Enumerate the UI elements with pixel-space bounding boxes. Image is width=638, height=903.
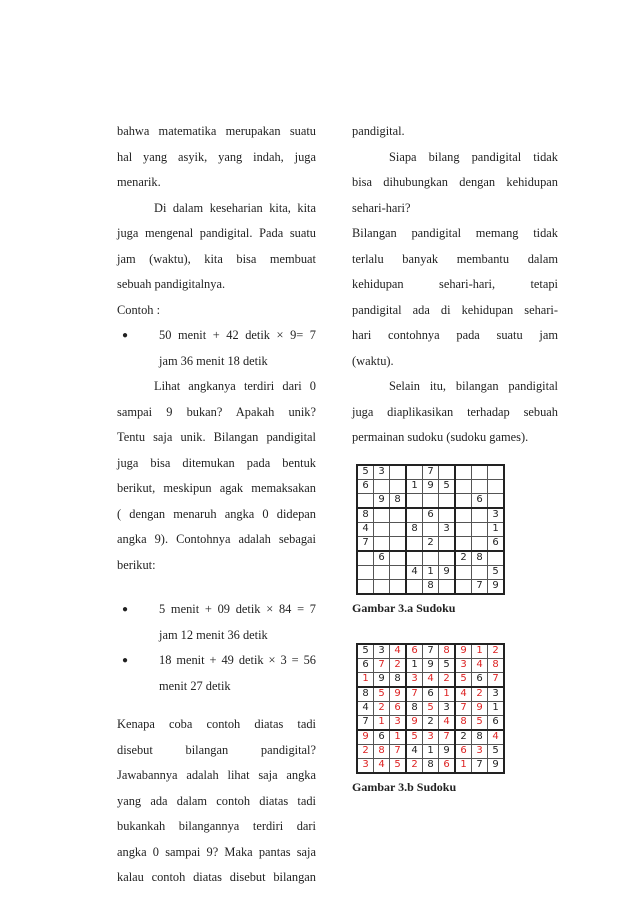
- text-line: berikut:: [117, 557, 156, 572]
- sudoku-cell: 9: [488, 579, 505, 594]
- sudoku-cell: [455, 565, 472, 579]
- sudoku-cell: [455, 508, 472, 523]
- sudoku-cell: [406, 536, 423, 551]
- sudoku-cell: [439, 579, 456, 594]
- text-line: Selain itu, bilangan pandigital: [389, 379, 558, 393]
- sudoku-cell: 3: [472, 744, 488, 758]
- sudoku-cell: 4: [439, 715, 456, 730]
- sudoku-row: [357, 672, 504, 687]
- sudoku-cell: 8: [423, 579, 439, 594]
- sudoku-cell: 5: [374, 687, 390, 702]
- bullet-item-3: [117, 648, 316, 699]
- text-line: hari contohnya pada suatu jam: [352, 328, 558, 342]
- sudoku-cell: 3: [406, 672, 423, 687]
- sudoku-cell: 1: [390, 730, 407, 745]
- sudoku-cell: 7: [357, 536, 374, 551]
- sudoku-cell: [406, 508, 423, 523]
- text-line: kehidupan sehari-hari, tetapi: [352, 277, 558, 291]
- sudoku-cell: 3: [374, 644, 390, 659]
- sudoku-cell: [455, 522, 472, 536]
- sudoku-cell: 8: [390, 672, 407, 687]
- sudoku-row: [357, 687, 504, 702]
- text-line: disebut bilangan pandigital?: [117, 742, 316, 757]
- sudoku-cell: 1: [455, 758, 472, 773]
- sudoku-cell: [455, 479, 472, 493]
- sudoku-row: [357, 715, 504, 730]
- sudoku-cell: 5: [488, 744, 505, 758]
- sudoku-cell: [390, 508, 407, 523]
- sudoku-cell: 7: [423, 465, 439, 480]
- text-line: pandigital ada di kehidupan sehari-: [352, 302, 558, 317]
- sudoku-cell: [488, 465, 505, 480]
- sudoku-cell: 5: [390, 758, 407, 773]
- sudoku-cell: [439, 551, 456, 566]
- sudoku-row: [357, 536, 504, 551]
- sudoku-cell: [455, 493, 472, 508]
- sudoku-cell: 7: [455, 701, 472, 715]
- text-line: yang ada dalam contoh diatas tadi: [117, 793, 316, 808]
- text-line: juga diaplikasikan terhadap sebuah: [352, 404, 558, 419]
- paragraph-4: [117, 712, 316, 891]
- sudoku-cell: [390, 536, 407, 551]
- text-line: menarik.: [117, 175, 161, 189]
- sudoku-cell: 6: [488, 536, 505, 551]
- text-line: jam (waktu), kita bisa membuat: [117, 251, 316, 266]
- sudoku-cell: 2: [406, 758, 423, 773]
- sudoku-cell: 6: [423, 687, 439, 702]
- sudoku-cell: 1: [423, 565, 439, 579]
- sudoku-cell: [423, 493, 439, 508]
- sudoku-cell: 3: [390, 715, 407, 730]
- text-line: sehari-hari?: [352, 200, 411, 215]
- sudoku-cell: 5: [357, 465, 374, 480]
- sudoku-cell: 4: [423, 672, 439, 687]
- sudoku-cell: [406, 551, 423, 566]
- sudoku-cell: [390, 565, 407, 579]
- sudoku-cell: 9: [423, 658, 439, 672]
- sudoku-cell: [472, 522, 488, 536]
- text-line: (waktu).: [352, 353, 394, 368]
- sudoku-cell: 6: [390, 701, 407, 715]
- sudoku-cell: 8: [472, 730, 488, 745]
- sudoku-cell: 9: [357, 730, 374, 745]
- sudoku-cell: 2: [472, 687, 488, 702]
- sudoku-row: [357, 493, 504, 508]
- paragraph-2: [117, 196, 316, 298]
- sudoku-cell: 7: [374, 658, 390, 672]
- sudoku-cell: 8: [357, 508, 374, 523]
- sudoku-cell: 7: [488, 672, 505, 687]
- figure-caption-b: Gambar 3.b Sudoku: [352, 779, 457, 794]
- text-line: Jawabannya adalah lihat saja angka: [117, 768, 316, 782]
- sudoku-cell: 6: [357, 658, 374, 672]
- sudoku-cell: [357, 579, 374, 594]
- bullet-text: 5 menit + 09 detik × 84 = 7: [159, 602, 316, 616]
- bullet-text: 18 menit + 49 detik × 3 = 56: [159, 653, 316, 667]
- sudoku-row: [357, 551, 504, 566]
- sudoku-cell: 4: [357, 522, 374, 536]
- sudoku-cell: 8: [374, 744, 390, 758]
- sudoku-cell: 2: [423, 536, 439, 551]
- sudoku-cell: 5: [488, 565, 505, 579]
- sudoku-cell: 2: [439, 672, 456, 687]
- text-line: juga mengenal pandigital. Pada suatu: [117, 226, 316, 240]
- sudoku-row: [357, 465, 504, 480]
- text-line: Bilangan pandigital memang tidak: [352, 226, 558, 240]
- sudoku-cell: 8: [455, 715, 472, 730]
- sudoku-cell: 4: [374, 758, 390, 773]
- sudoku-cell: [406, 579, 423, 594]
- sudoku-cell: 7: [472, 758, 488, 773]
- contoh-label: Contoh :: [117, 302, 161, 317]
- sudoku-cell: 5: [406, 730, 423, 745]
- sudoku-cell: 8: [357, 687, 374, 702]
- sudoku-cell: 8: [390, 493, 407, 508]
- text-line: Kenapa coba contoh diatas tadi: [117, 717, 316, 731]
- sudoku-row: [357, 479, 504, 493]
- text-line: Lihat angkanya terdiri dari 0: [154, 379, 316, 393]
- sudoku-cell: 2: [423, 715, 439, 730]
- text-line: kalau contoh diatas disebut bilangan: [117, 870, 316, 884]
- left-column: [117, 119, 316, 891]
- sudoku-cell: 6: [406, 644, 423, 659]
- sudoku-cell: 8: [406, 701, 423, 715]
- bullet-item-2: [117, 597, 316, 648]
- sudoku-cell: [472, 536, 488, 551]
- sudoku-cell: 9: [439, 744, 456, 758]
- sudoku-cell: [406, 465, 423, 480]
- sudoku-grid-b: [356, 643, 505, 774]
- text-line: ( dengan menaruh angka 0 didepan: [117, 506, 316, 521]
- sudoku-cell: 7: [423, 644, 439, 659]
- text-line: juga bisa ditemukan pada bentuk: [117, 455, 316, 470]
- sudoku-cell: [488, 493, 505, 508]
- sudoku-cell: 1: [406, 658, 423, 672]
- sudoku-row: [357, 744, 504, 758]
- sudoku-cell: [357, 493, 374, 508]
- sudoku-cell: 4: [488, 730, 505, 745]
- sudoku-cell: [374, 508, 390, 523]
- sudoku-cell: [374, 565, 390, 579]
- sudoku-cell: 7: [439, 730, 456, 745]
- sudoku-cell: 1: [439, 687, 456, 702]
- sudoku-cell: [423, 551, 439, 566]
- sudoku-cell: 4: [455, 687, 472, 702]
- sudoku-cell: [455, 536, 472, 551]
- text-line: terlalu banyak membantu dalam: [352, 251, 558, 266]
- right-column: [352, 119, 558, 800]
- sudoku-cell: 4: [390, 644, 407, 659]
- sudoku-cell: 2: [455, 730, 472, 745]
- bullet-dot-icon: ●: [122, 655, 129, 666]
- sudoku-cell: [390, 522, 407, 536]
- sudoku-cell: 1: [423, 744, 439, 758]
- sudoku-cell: [357, 551, 374, 566]
- bullet-item-1: [117, 323, 316, 374]
- sudoku-cell: 6: [472, 672, 488, 687]
- text-line: jam 12 menit 36 detik: [159, 627, 268, 642]
- sudoku-row: [357, 644, 504, 659]
- sudoku-cell: 9: [455, 644, 472, 659]
- sudoku-cell: 9: [439, 565, 456, 579]
- sudoku-cell: [455, 579, 472, 594]
- sudoku-cell: 6: [357, 479, 374, 493]
- text-line: jam 36 menit 18 detik: [159, 353, 268, 368]
- text-line: sampai 9 bukan? Apakah unik?: [117, 404, 316, 419]
- paragraph-4: [352, 374, 558, 451]
- text-line: hal yang asyik, yang indah, juga: [117, 149, 316, 164]
- sudoku-cell: 3: [488, 508, 505, 523]
- sudoku-cell: 9: [488, 758, 505, 773]
- text-line: bukankah bilangannya terdiri dari: [117, 819, 316, 833]
- paragraph-1: [117, 119, 316, 196]
- sudoku-cell: 9: [423, 479, 439, 493]
- text-line: permainan sudoku (sudoku games).: [352, 430, 529, 444]
- sudoku-cell: 3: [374, 465, 390, 480]
- sudoku-cell: [357, 565, 374, 579]
- sudoku-cell: 1: [357, 672, 374, 687]
- sudoku-row: [357, 579, 504, 594]
- sudoku-cell: 5: [439, 479, 456, 493]
- sudoku-row: [357, 758, 504, 773]
- sudoku-cell: 5: [423, 701, 439, 715]
- sudoku-row: [357, 508, 504, 523]
- sudoku-cell: 5: [455, 672, 472, 687]
- sudoku-cell: [472, 565, 488, 579]
- paragraph-2: [352, 145, 558, 222]
- sudoku-cell: 3: [439, 522, 456, 536]
- sudoku-cell: 9: [406, 715, 423, 730]
- sudoku-cell: 4: [357, 701, 374, 715]
- sudoku-cell: [439, 536, 456, 551]
- sudoku-cell: 6: [472, 493, 488, 508]
- sudoku-cell: [439, 465, 456, 480]
- sudoku-cell: [472, 465, 488, 480]
- paragraph-3: [352, 221, 558, 374]
- sudoku-row: [357, 565, 504, 579]
- sudoku-row: [357, 658, 504, 672]
- paragraph-3: [117, 374, 316, 578]
- sudoku-cell: 1: [488, 522, 505, 536]
- sudoku-cell: 7: [390, 744, 407, 758]
- bullet-text: 50 menit + 42 detik × 9= 7: [159, 328, 316, 342]
- sudoku-cell: 2: [357, 744, 374, 758]
- text-line: berikut, meskipun agak memaksakan: [117, 481, 316, 495]
- sudoku-cell: [390, 479, 407, 493]
- sudoku-cell: 9: [374, 493, 390, 508]
- sudoku-cell: 4: [406, 565, 423, 579]
- sudoku-cell: [374, 522, 390, 536]
- text-line: angka 9). Contohnya adalah sebagai: [117, 532, 316, 546]
- sudoku-cell: [472, 508, 488, 523]
- sudoku-cell: [455, 465, 472, 480]
- sudoku-cell: [374, 579, 390, 594]
- sudoku-cell: 6: [423, 508, 439, 523]
- sudoku-cell: 8: [406, 522, 423, 536]
- figure-caption-a: Gambar 3.a Sudoku: [352, 600, 456, 615]
- sudoku-cell: [390, 579, 407, 594]
- text-line: pandigital.: [352, 124, 405, 138]
- sudoku-cell: [423, 522, 439, 536]
- sudoku-cell: 7: [406, 687, 423, 702]
- bullet-dot-icon: ●: [122, 330, 129, 341]
- sudoku-row: [357, 730, 504, 745]
- sudoku-cell: 4: [472, 658, 488, 672]
- sudoku-cell: 1: [488, 701, 505, 715]
- sudoku-cell: 2: [455, 551, 472, 566]
- sudoku-cell: [374, 536, 390, 551]
- text-line: menit 27 detik: [159, 678, 231, 693]
- sudoku-cell: 5: [439, 658, 456, 672]
- sudoku-cell: 6: [374, 730, 390, 745]
- sudoku-cell: 7: [472, 579, 488, 594]
- sudoku-cell: 9: [390, 687, 407, 702]
- sudoku-cell: 1: [374, 715, 390, 730]
- sudoku-cell: 2: [488, 644, 505, 659]
- sudoku-cell: 6: [439, 758, 456, 773]
- sudoku-cell: 7: [357, 715, 374, 730]
- sudoku-cell: 5: [472, 715, 488, 730]
- sudoku-cell: 2: [390, 658, 407, 672]
- sudoku-row: [357, 522, 504, 536]
- sudoku-cell: [439, 508, 456, 523]
- sudoku-cell: 8: [423, 758, 439, 773]
- sudoku-cell: 8: [439, 644, 456, 659]
- text-line: Siapa bilang pandigital tidak: [389, 149, 558, 164]
- sudoku-cell: 6: [488, 715, 505, 730]
- sudoku-cell: [488, 551, 505, 566]
- sudoku-row: [357, 701, 504, 715]
- text-line: sebuah pandigitalnya.: [117, 277, 226, 291]
- sudoku-grid-a: [356, 464, 505, 595]
- sudoku-cell: [406, 493, 423, 508]
- text-line: angka 0 sampai 9? Maka pantas saja: [117, 844, 316, 859]
- sudoku-cell: 3: [423, 730, 439, 745]
- sudoku-cell: [488, 479, 505, 493]
- sudoku-cell: [472, 479, 488, 493]
- sudoku-cell: [390, 551, 407, 566]
- sudoku-cell: 9: [472, 701, 488, 715]
- sudoku-cell: 3: [455, 658, 472, 672]
- sudoku-cell: 4: [406, 744, 423, 758]
- sudoku-cell: 6: [455, 744, 472, 758]
- sudoku-cell: 3: [488, 687, 505, 702]
- sudoku-cell: 1: [406, 479, 423, 493]
- text-line: bahwa matematika merupakan suatu: [117, 124, 316, 138]
- sudoku-cell: 2: [374, 701, 390, 715]
- bullet-dot-icon: ●: [122, 604, 129, 615]
- sudoku-cell: 9: [374, 672, 390, 687]
- text-line: Tentu saja unik. Bilangan pandigital: [117, 430, 316, 444]
- sudoku-cell: 5: [357, 644, 374, 659]
- text-line: Di dalam keseharian kita, kita: [154, 200, 316, 215]
- text-line: bisa dihubungkan dengan kehidupan: [352, 175, 558, 189]
- sudoku-cell: 8: [472, 551, 488, 566]
- sudoku-cell: 3: [357, 758, 374, 773]
- sudoku-cell: [374, 479, 390, 493]
- sudoku-cell: 3: [439, 701, 456, 715]
- sudoku-cell: 1: [472, 644, 488, 659]
- sudoku-cell: [390, 465, 407, 480]
- sudoku-cell: 8: [488, 658, 505, 672]
- sudoku-cell: 6: [374, 551, 390, 566]
- sudoku-cell: [439, 493, 456, 508]
